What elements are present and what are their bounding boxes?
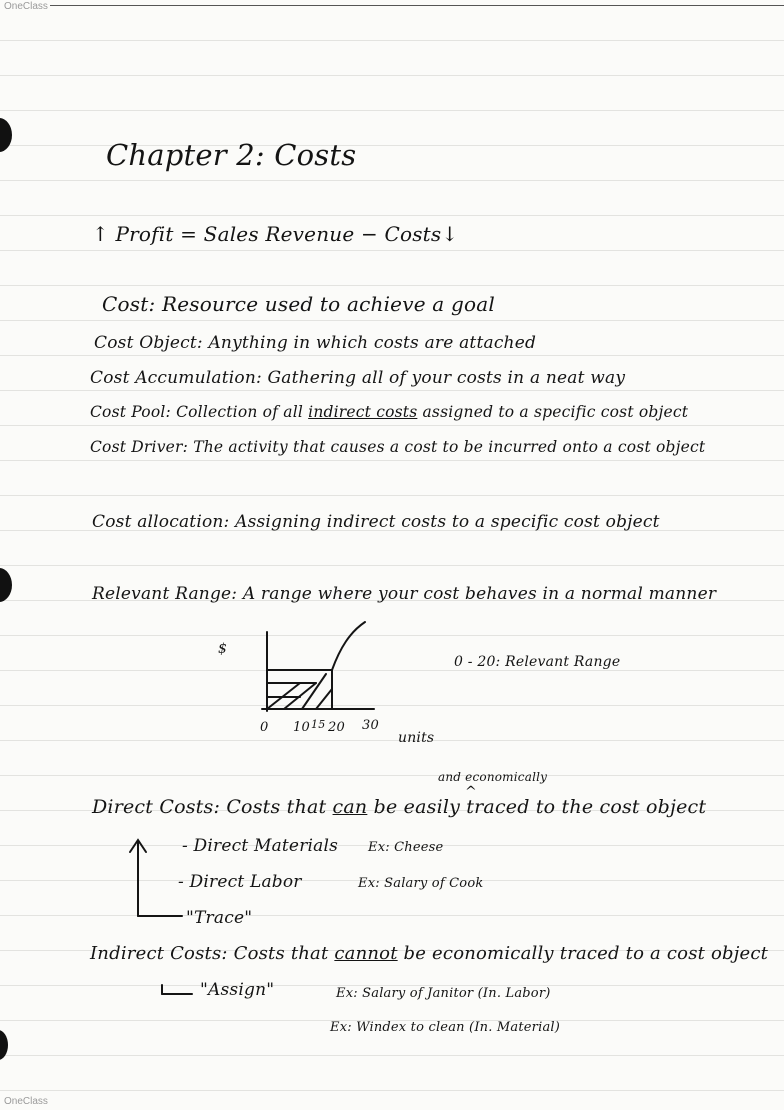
direct-costs-definition [92,796,706,818]
definition-relevant-range [92,584,716,604]
term: Cost Driver: [90,438,189,456]
binder-hole-2 [0,568,12,602]
term: Cost Object: [94,333,203,353]
direct-materials-example: Ex: Cheese [368,840,444,855]
definition-text: The activity that causes a cost to be incurred onto a cost object [188,438,706,456]
definition-cost [102,292,495,316]
underlined-text: can [332,796,368,818]
diagonal-3 [302,674,326,709]
graph-tick-20: 20 [328,720,345,735]
term: Cost Accumulation: [90,368,262,388]
top-border [50,5,784,6]
diagonal-4 [316,689,332,709]
watermark-top: OneClass [4,1,48,12]
relevant-range-note: 0 - 20: Relevant Range [454,654,621,670]
definition-cost-object [94,333,536,353]
page-title: Chapter 2: Costs [106,138,357,172]
definition-text: Anything in which costs are attached [202,333,537,353]
direct-materials-item: - Direct Materials [182,836,339,856]
term: Direct Costs: [92,796,221,818]
cost-curve [332,622,365,670]
graph-tick-0: 0 [260,720,269,735]
definition-text: Collection of all [170,403,309,421]
underlined-text: cannot [334,943,398,964]
definition-text: Resource used to achieve a goal [155,292,495,316]
definition-text-after: be easily traced to the cost object [367,796,707,818]
definition-text: Costs that [227,943,335,964]
definition-text: Costs that [220,796,333,818]
definition-text: Assigning indirect costs to a specific cost object [229,512,660,532]
watermark-bottom: OneClass [4,1096,48,1107]
insert-caret: ^ [465,784,477,800]
definition-cost-pool [90,403,688,421]
binder-hole-1 [0,118,12,152]
insert-note: and economically [438,770,548,784]
term: Cost Pool: [90,403,171,421]
profit-formula: ↑ Profit = Sales Revenue − Costs↓ [92,222,459,246]
graph-x-unit: units [398,730,435,746]
term: Cost: [102,292,156,316]
underlined-text: indirect costs [308,403,418,421]
definition-cost-driver [90,438,705,456]
graph-y-label: $ [218,641,228,657]
direct-labor-example: Ex: Salary of Cook [358,876,484,891]
definition-text: Gathering all of your costs in a neat way [261,368,626,388]
definition-cost-accumulation [90,368,625,388]
term: Relevant Range: [92,584,238,604]
term: Cost allocation: [92,512,230,532]
indirect-example-janitor: Ex: Salary of Janitor (In. Labor) [336,986,551,1001]
definition-text: A range where your cost behaves in a normal manner [237,584,717,604]
assign-label: "Assign" [200,980,275,1000]
graph-tick-15: 15 [311,718,326,731]
indirect-example-windex: Ex: Windex to clean (In. Material) [330,1020,561,1035]
definition-cost-allocation [92,512,660,532]
term: Indirect Costs: [90,943,228,964]
direct-labor-item: - Direct Labor [178,872,302,892]
definition-text-after: assigned to a specific cost object [417,403,689,421]
indirect-costs-definition [90,943,768,964]
graph-tick-10: 10 [293,720,310,735]
graph-tick-30: 30 [362,718,379,733]
trace-label: "Trace" [186,908,253,928]
definition-text-after: be economically traced to a cost object [397,943,769,964]
